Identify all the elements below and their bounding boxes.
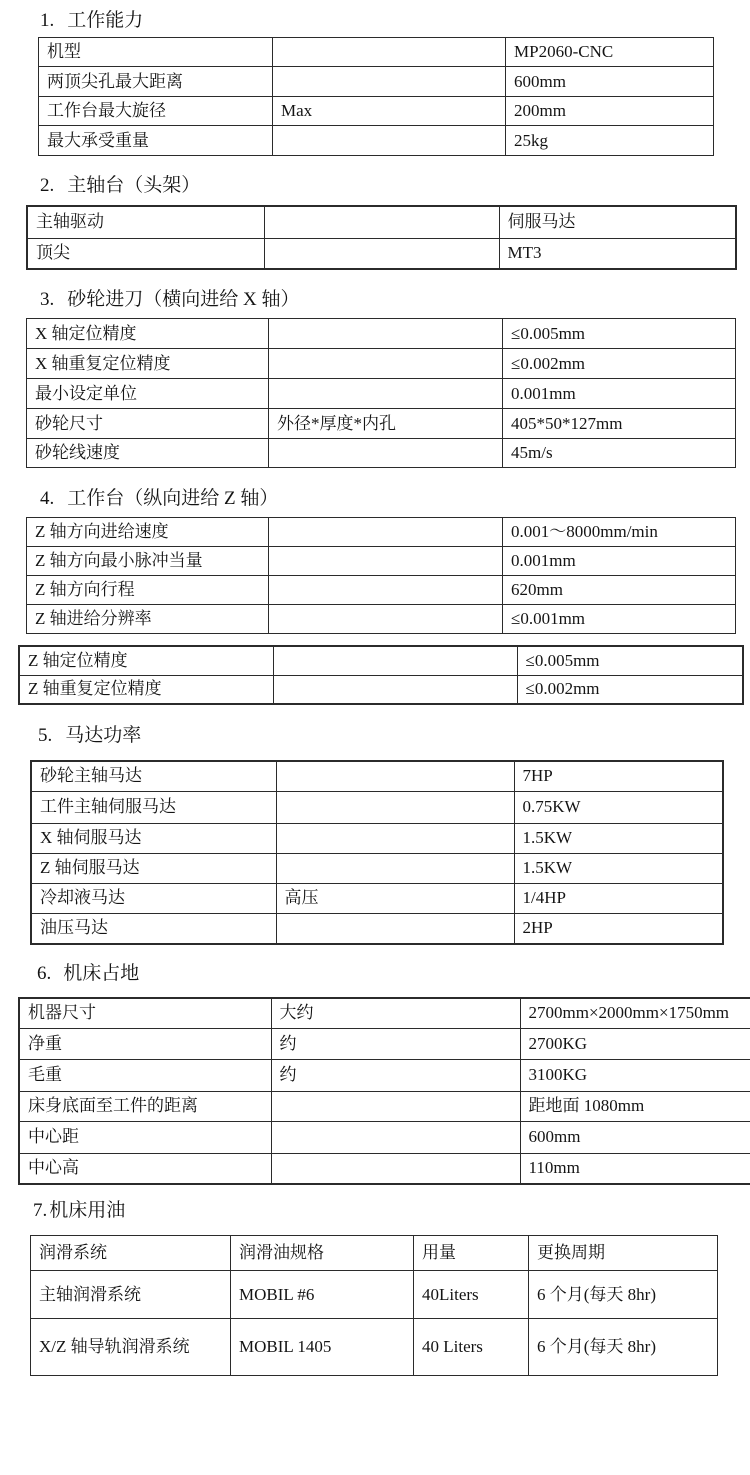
- spec-value-cell: 2HP: [514, 913, 723, 944]
- spec-note-cell: [273, 38, 506, 67]
- spec-label-cell: 工作台最大旋径: [39, 97, 273, 126]
- spec-value-cell: 0.001mm: [503, 379, 736, 409]
- table-row: [27, 349, 736, 379]
- spec-value-cell: ≤0.005mm: [517, 646, 743, 675]
- spec-label-cell: Z 轴方向行程: [27, 576, 269, 605]
- spec-value-cell: ≤0.002mm: [503, 349, 736, 379]
- spec-label-cell: 净重: [19, 1028, 271, 1059]
- spec-label-cell: 最大承受重量: [39, 126, 273, 156]
- spec-value-cell: 距地面 1080mm: [520, 1091, 750, 1121]
- table-row: [19, 675, 743, 704]
- section-title: 工作能力: [67, 10, 144, 31]
- table-row: [19, 1153, 750, 1184]
- spec-note-cell: MOBIL #6: [231, 1271, 414, 1319]
- spec-value-cell: 6 个月(每天 8hr): [529, 1271, 718, 1319]
- spec-note-cell: Max: [273, 97, 506, 126]
- section-number: 3.: [40, 289, 55, 310]
- header-row: [31, 1236, 718, 1271]
- spec-note-cell: [276, 913, 514, 944]
- table-row: [27, 238, 736, 269]
- table-row: [27, 206, 736, 238]
- section-7-heading: [33, 1200, 125, 1221]
- spec-value-cell: 6 个月(每天 8hr): [529, 1319, 718, 1376]
- spec-value-cell: 25kg: [506, 126, 714, 156]
- spec-note-cell: 约: [271, 1028, 520, 1059]
- spec-value-cell: 2700KG: [520, 1028, 750, 1059]
- spec-label-cell: X 轴重复定位精度: [27, 349, 269, 379]
- spec-label-cell: 油压马达: [31, 913, 276, 944]
- table-row: [31, 883, 723, 913]
- spec-label-cell: 两顶尖孔最大距离: [39, 67, 273, 97]
- table-row: [19, 1121, 750, 1153]
- spec-note-cell: [269, 576, 503, 605]
- table-row: [39, 97, 714, 126]
- spec-value-cell: 620mm: [503, 576, 736, 605]
- spec-note-cell: 外径*厚度*内孔: [269, 409, 503, 439]
- spec-table-1: [38, 37, 714, 156]
- spec-label-cell: 毛重: [19, 1059, 271, 1091]
- spec-value-cell: MP2060-CNC: [506, 38, 714, 67]
- spec-table-4-1: [26, 517, 736, 634]
- spec-table-2: [26, 205, 737, 270]
- spec-label-cell: Z 轴方向进给速度: [27, 518, 269, 547]
- spec-label-cell: 主轴驱动: [27, 206, 264, 238]
- table-row: [31, 1271, 718, 1319]
- table-row: [19, 646, 743, 675]
- spec-value-cell: 45m/s: [503, 439, 736, 468]
- spec-note-cell: 40Liters: [414, 1271, 529, 1319]
- table-row: [27, 439, 736, 468]
- spec-note-cell: [269, 547, 503, 576]
- spec-note-cell: 大约: [271, 998, 520, 1028]
- header-cell: 用量: [414, 1236, 529, 1271]
- table-row: [27, 605, 736, 634]
- table-row: [39, 38, 714, 67]
- spec-note-cell: 高压: [276, 883, 514, 913]
- table-row: [27, 379, 736, 409]
- spec-value-cell: 405*50*127mm: [503, 409, 736, 439]
- table-row: [27, 518, 736, 547]
- section-number: 6.: [37, 963, 52, 984]
- spec-label-cell: Z 轴进给分辨率: [27, 605, 269, 634]
- table-row: [39, 67, 714, 97]
- table-row: [19, 1059, 750, 1091]
- header-cell: 更换周期: [529, 1236, 718, 1271]
- spec-value-cell: ≤0.002mm: [517, 675, 743, 704]
- spec-value-cell: 0.001mm: [503, 547, 736, 576]
- table-row: [31, 853, 723, 883]
- spec-note-cell: [276, 761, 514, 791]
- spec-label-cell: 最小设定单位: [27, 379, 269, 409]
- spec-note-cell: [269, 349, 503, 379]
- spec-label-cell: X 轴伺服马达: [31, 823, 276, 853]
- section-2-heading: [40, 175, 200, 196]
- spec-label-cell: 中心距: [19, 1121, 271, 1153]
- section-number: 5.: [38, 725, 53, 746]
- table-row: [27, 319, 736, 349]
- spec-value-cell: 1.5KW: [514, 853, 723, 883]
- section-number: 7.: [33, 1200, 48, 1221]
- table-row: [31, 761, 723, 791]
- table-row: [27, 576, 736, 605]
- spec-note-cell: [269, 605, 503, 634]
- spec-note-cell: [273, 126, 506, 156]
- spec-note-cell: [276, 791, 514, 823]
- table-row: [31, 913, 723, 944]
- spec-label-cell: X/Z 轴导轨润滑系统: [31, 1319, 231, 1376]
- section-1-heading: [40, 10, 143, 31]
- header-cell: 润滑油规格: [231, 1236, 414, 1271]
- spec-note-cell: 约: [271, 1059, 520, 1091]
- spec-value-cell: 200mm: [506, 97, 714, 126]
- spec-note-cell: 40 Liters: [414, 1319, 529, 1376]
- spec-table-5: [30, 760, 724, 945]
- section-title: 机床占地: [63, 963, 140, 984]
- spec-label-cell: 砂轮线速度: [27, 439, 269, 468]
- spec-note-cell: [264, 238, 499, 269]
- spec-label-cell: 机型: [39, 38, 273, 67]
- spec-value-cell: 600mm: [520, 1121, 750, 1153]
- spec-label-cell: 冷却液马达: [31, 883, 276, 913]
- spec-label-cell: 中心高: [19, 1153, 271, 1184]
- table-row: [19, 1028, 750, 1059]
- spec-note-cell: [269, 319, 503, 349]
- spec-table-4-2: [18, 645, 744, 705]
- spec-value-cell: MT3: [499, 238, 736, 269]
- spec-table-6: [18, 997, 750, 1185]
- section-title: 机床用油: [49, 1200, 126, 1221]
- section-number: 4.: [40, 488, 55, 509]
- spec-value-cell: ≤0.001mm: [503, 605, 736, 634]
- spec-value-cell: 3100KG: [520, 1059, 750, 1091]
- section-number: 1.: [40, 10, 55, 31]
- spec-label-cell: 顶尖: [27, 238, 264, 269]
- spec-note-cell: MOBIL 1405: [231, 1319, 414, 1376]
- spec-value-cell: 2700mm×2000mm×1750mm: [520, 998, 750, 1028]
- table-row: [31, 791, 723, 823]
- spec-label-cell: 砂轮尺寸: [27, 409, 269, 439]
- spec-note-cell: [271, 1153, 520, 1184]
- section-title: 马达功率: [65, 725, 142, 746]
- spec-value-cell: 0.75KW: [514, 791, 723, 823]
- spec-value-cell: 600mm: [506, 67, 714, 97]
- spec-value-cell: 7HP: [514, 761, 723, 791]
- spec-note-cell: [269, 379, 503, 409]
- spec-note-cell: [276, 823, 514, 853]
- spec-label-cell: Z 轴重复定位精度: [19, 675, 273, 704]
- spec-value-cell: ≤0.005mm: [503, 319, 736, 349]
- spec-value-cell: 110mm: [520, 1153, 750, 1184]
- spec-label-cell: 主轴润滑系统: [31, 1271, 231, 1319]
- spec-note-cell: [276, 853, 514, 883]
- spec-note-cell: [269, 518, 503, 547]
- table-row: [19, 1091, 750, 1121]
- section-title: 工作台（纵向进给 Z 轴）: [67, 488, 279, 509]
- spec-value-cell: 1/4HP: [514, 883, 723, 913]
- section-4-heading: [40, 488, 278, 509]
- spec-label-cell: 床身底面至工件的距离: [19, 1091, 271, 1121]
- spec-label-cell: 工件主轴伺服马达: [31, 791, 276, 823]
- spec-value-cell: 伺服马达: [499, 206, 736, 238]
- spec-note-cell: [273, 67, 506, 97]
- section-5-heading: [38, 725, 141, 746]
- table-row: [19, 998, 750, 1028]
- section-title: 主轴台（头架）: [67, 175, 201, 196]
- table-row: [39, 126, 714, 156]
- spec-table-3: [26, 318, 736, 468]
- spec-label-cell: 砂轮主轴马达: [31, 761, 276, 791]
- spec-note-cell: [269, 439, 503, 468]
- table-row: [27, 409, 736, 439]
- spec-label-cell: Z 轴方向最小脉冲当量: [27, 547, 269, 576]
- section-number: 2.: [40, 175, 55, 196]
- spec-table-7: [30, 1235, 718, 1376]
- spec-note-cell: [271, 1121, 520, 1153]
- spec-note-cell: [271, 1091, 520, 1121]
- table-row: [27, 547, 736, 576]
- spec-note-cell: [273, 675, 517, 704]
- section-3-heading: [40, 289, 299, 310]
- spec-label-cell: 机器尺寸: [19, 998, 271, 1028]
- spec-value-cell: 1.5KW: [514, 823, 723, 853]
- spec-label-cell: X 轴定位精度: [27, 319, 269, 349]
- table-row: [31, 1319, 718, 1376]
- spec-value-cell: 0.001～8000mm/min: [503, 518, 736, 547]
- table-row: [31, 823, 723, 853]
- spec-note-cell: [264, 206, 499, 238]
- spec-label-cell: Z 轴伺服马达: [31, 853, 276, 883]
- section-6-heading: [37, 963, 139, 984]
- header-cell: 润滑系统: [31, 1236, 231, 1271]
- section-title: 砂轮进刀（横向进给 X 轴）: [67, 289, 300, 310]
- spec-label-cell: Z 轴定位精度: [19, 646, 273, 675]
- spec-note-cell: [273, 646, 517, 675]
